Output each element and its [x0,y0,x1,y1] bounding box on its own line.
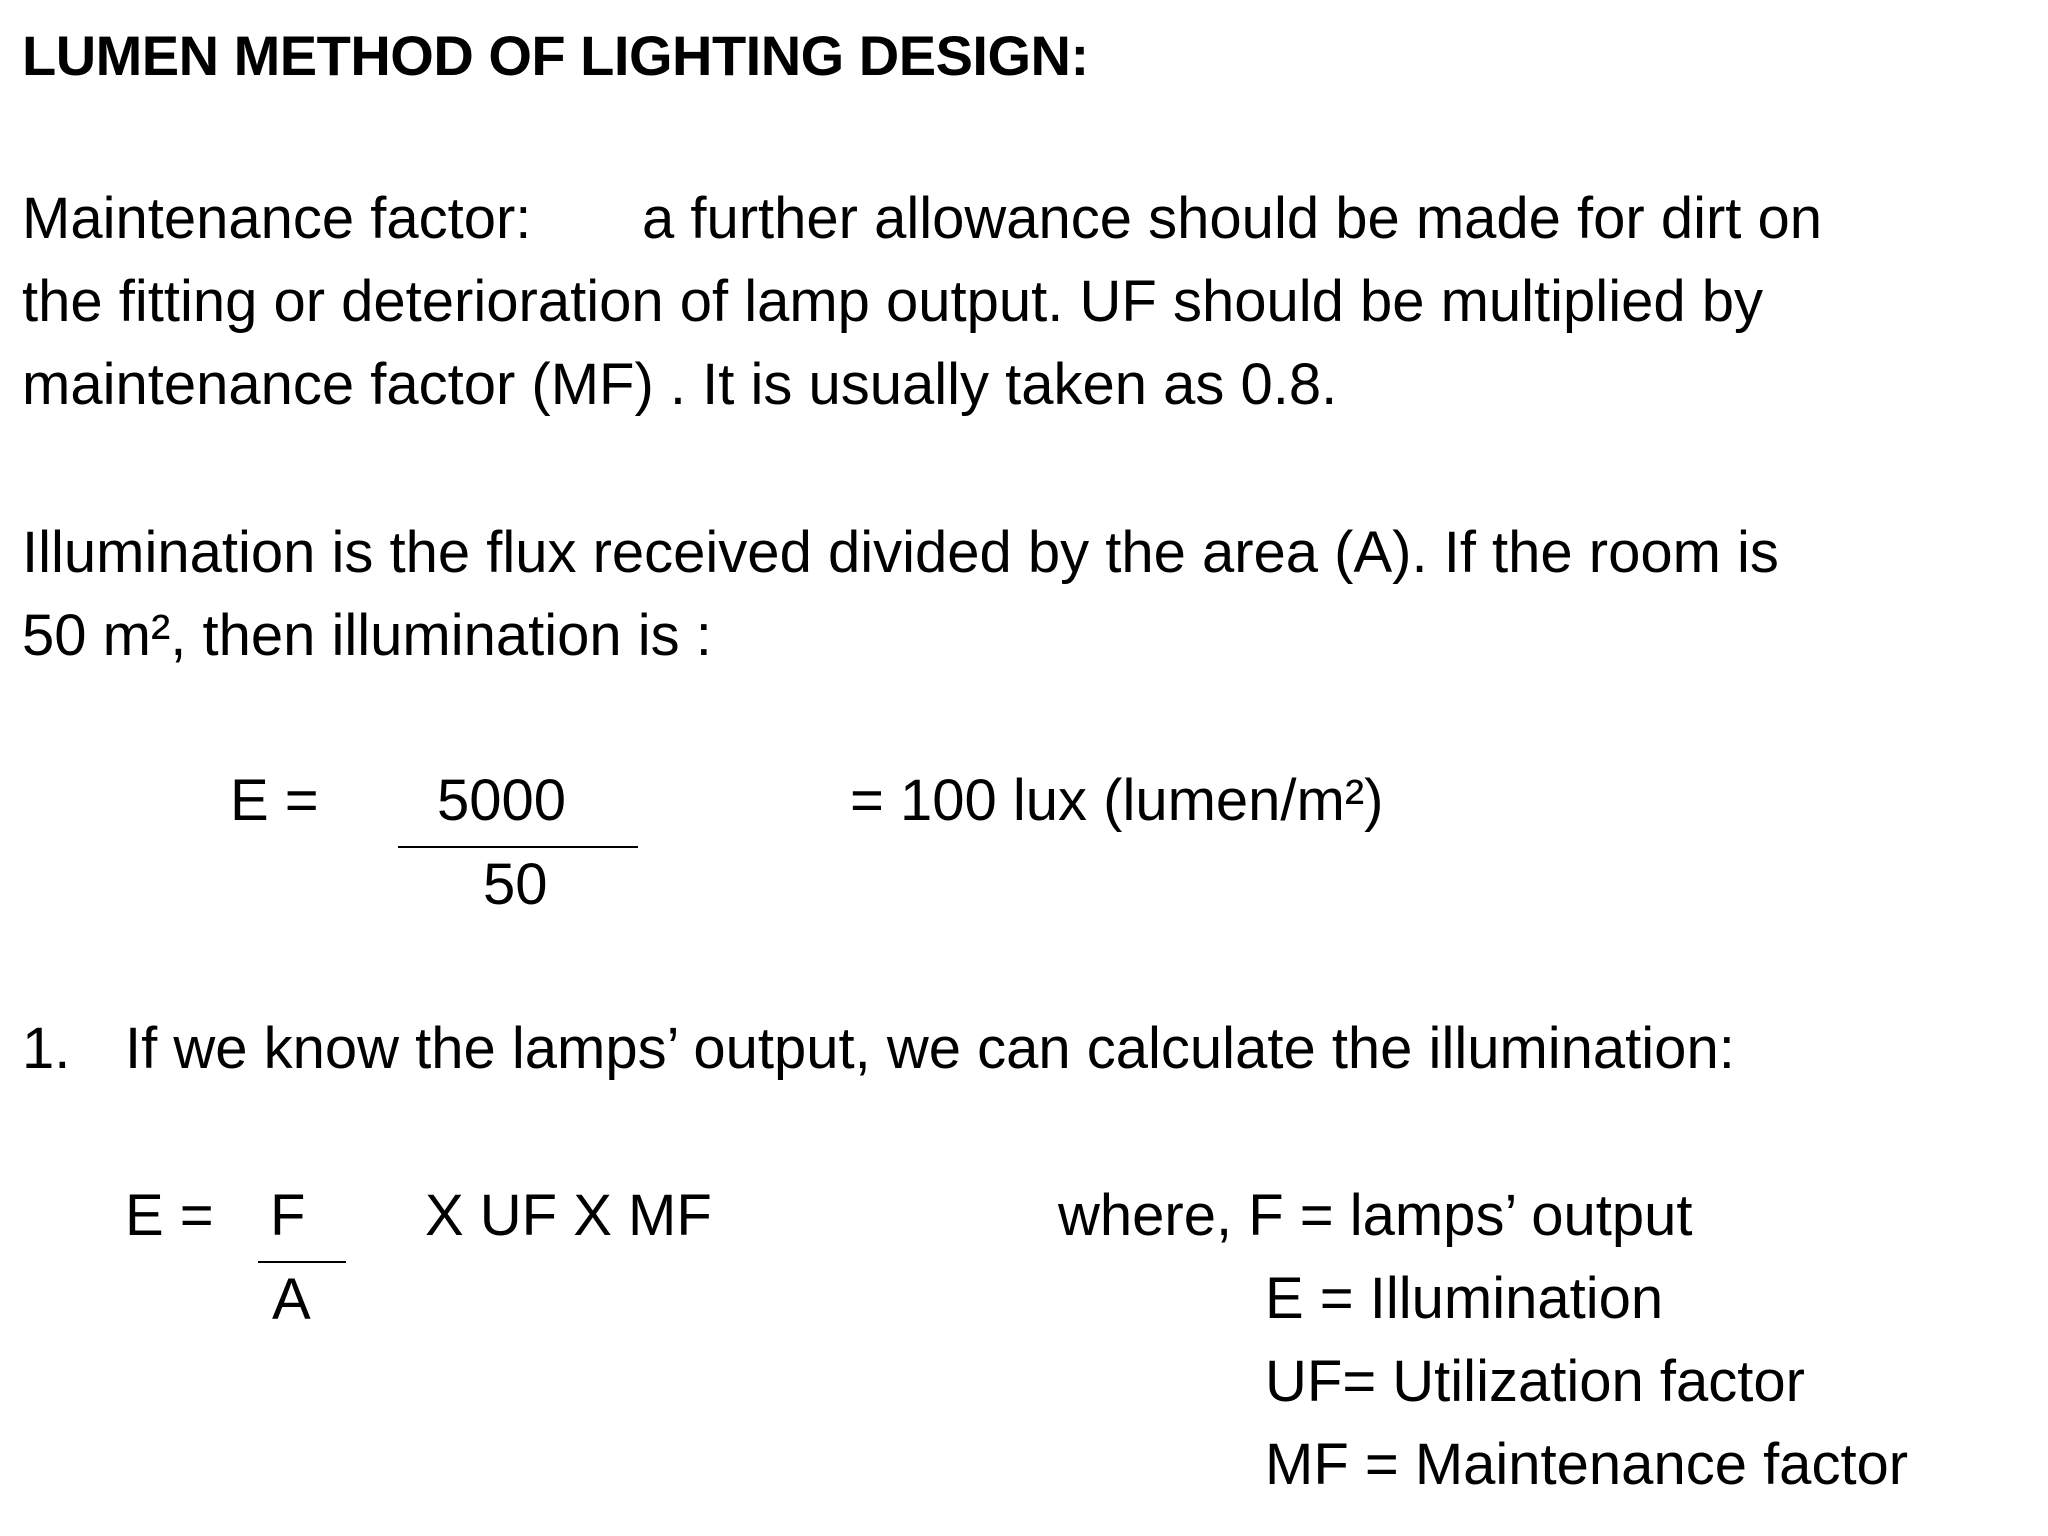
illumination-text-line2: 50 m², then illumination is : [22,603,712,668]
example-eq-fraction-bar [398,846,638,848]
formula-multipliers: X UF X MF [425,1183,712,1248]
definition-uf: UF= Utilization factor [1265,1349,1805,1414]
maintenance-label: Maintenance factor: [22,186,532,251]
definition-e: E = Illumination [1265,1266,1664,1331]
example-eq-denominator: 50 [483,852,548,917]
example-eq-numerator: 5000 [437,768,567,833]
definition-f: where, F = lamps’ output [1058,1183,1693,1248]
step-number: 1. [22,1016,71,1081]
illumination-text-line1: Illumination is the flux received divided by the area (A). If the room is [22,520,1779,585]
definition-mf: MF = Maintenance factor [1265,1432,1909,1497]
formula-fraction-bar [258,1261,346,1263]
step-text: If we know the lamps’ output, we can calculate the illumination: [125,1016,1735,1081]
formula-lhs: E = [125,1183,214,1248]
maintenance-text-line3: maintenance factor (MF) . It is usually taken as 0.8. [22,352,1338,417]
maintenance-text-line1: a further allowance should be made for dirt on [642,186,1823,251]
example-eq-lhs: E = [230,768,319,833]
maintenance-text-line2: the fitting or deterioration of lamp output. UF should be multiplied by [22,269,1763,334]
formula-numerator: F [270,1183,306,1248]
page-title: LUMEN METHOD OF LIGHTING DESIGN: [22,24,1089,87]
example-eq-result: = 100 lux (lumen/m²) [850,768,1384,833]
formula-denominator: A [272,1267,311,1332]
